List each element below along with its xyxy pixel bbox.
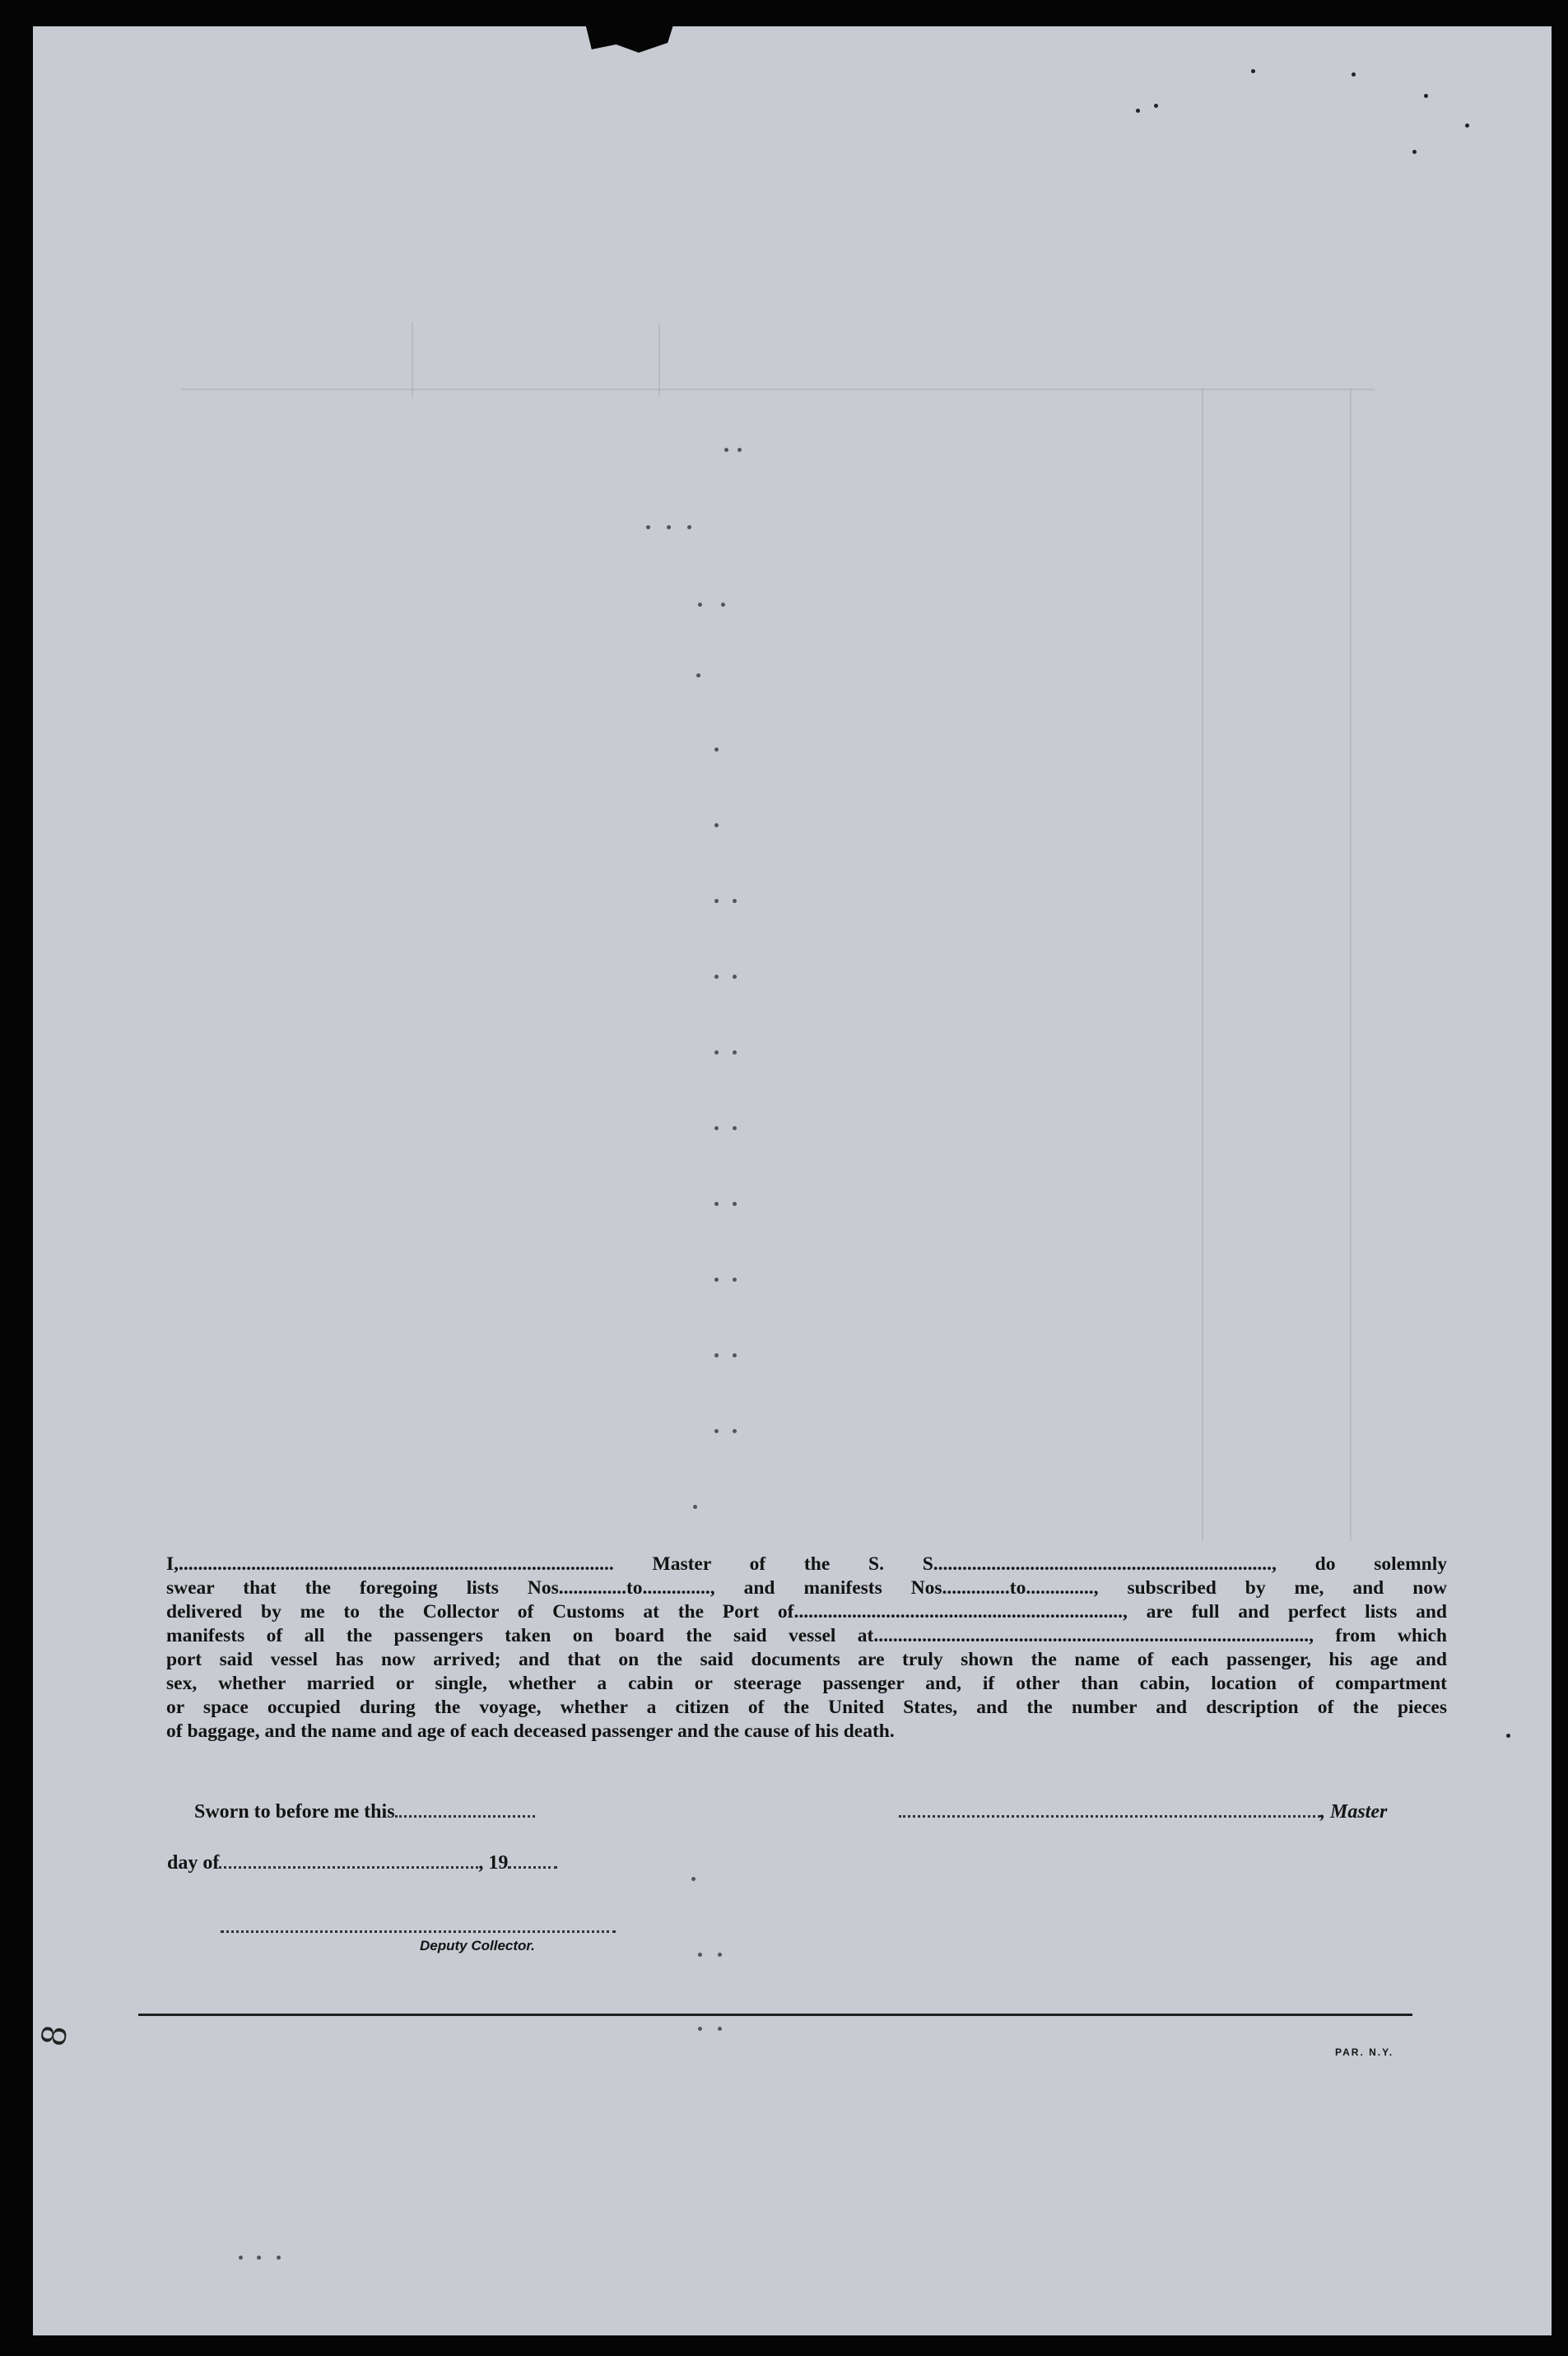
bleed-rule bbox=[181, 389, 1375, 390]
manifest-page bbox=[33, 26, 1552, 2335]
deputy-signature-blank[interactable] bbox=[221, 1930, 616, 1933]
bleed-dot bbox=[667, 525, 671, 529]
speckle bbox=[1412, 150, 1417, 154]
day-of-blank[interactable] bbox=[219, 1861, 478, 1869]
oath-line: or space occupied during the voyage, whether a citizen of the United States, and the number and description of the pieces bbox=[166, 1697, 1447, 1718]
bleed-dot bbox=[687, 525, 691, 529]
bleed-dot bbox=[714, 1050, 719, 1055]
speckle bbox=[1424, 94, 1428, 98]
bleed-dot bbox=[696, 673, 700, 677]
bleed-dot bbox=[646, 525, 650, 529]
bleed-dot bbox=[733, 1126, 737, 1130]
bleed-dot bbox=[718, 2027, 722, 2031]
bleed-rule bbox=[658, 323, 660, 397]
bleed-dot bbox=[698, 1953, 702, 1957]
oath-line: swear that the foregoing lists Nos..............to.............., and manifests Nos..............to.............., subscribed by me, and now bbox=[166, 1577, 1447, 1599]
master-label: , Master bbox=[1320, 1801, 1388, 1823]
bleed-dot bbox=[714, 899, 719, 903]
day-of-row bbox=[167, 1852, 557, 1874]
speckle bbox=[1154, 104, 1158, 108]
sworn-label: Sworn to before me this bbox=[194, 1801, 395, 1823]
bleed-dot bbox=[733, 1278, 737, 1282]
speckle bbox=[1465, 123, 1469, 128]
torn-edge bbox=[584, 26, 675, 53]
master-signature-blank[interactable] bbox=[899, 1810, 1320, 1818]
bleed-dot bbox=[714, 975, 719, 979]
sworn-date-blank[interactable] bbox=[395, 1810, 535, 1818]
bleed-dot bbox=[733, 899, 737, 903]
bleed-dot bbox=[257, 2256, 261, 2260]
oath-line: manifests of all the passengers taken on board the said vessel at.........................................................................................., from which bbox=[166, 1625, 1447, 1646]
bleed-dot bbox=[721, 603, 725, 607]
bleed-dot bbox=[714, 1126, 719, 1130]
bleed-rule bbox=[412, 323, 413, 397]
bleed-dot bbox=[714, 1202, 719, 1206]
bleed-dot bbox=[698, 2027, 702, 2031]
bleed-dot bbox=[693, 1505, 697, 1509]
oath-line: delivered by me to the Collector of Customs at the Port of...................................................................., are full and perfect lists and bbox=[166, 1601, 1447, 1623]
bleed-dot bbox=[714, 1429, 719, 1433]
speckle bbox=[1506, 1734, 1510, 1738]
deputy-collector-label: Deputy Collector. bbox=[420, 1938, 535, 1953]
bleed-dot bbox=[733, 1353, 737, 1357]
year-label: , 19 bbox=[478, 1852, 509, 1874]
bleed-rule bbox=[1350, 389, 1352, 1541]
bleed-dot bbox=[714, 747, 719, 752]
bottom-rule bbox=[138, 2014, 1412, 2016]
bleed-dot bbox=[737, 448, 742, 452]
bleed-dot bbox=[714, 1278, 719, 1282]
oath-line: I,.......................................................................................... Master of the S. S......................................................................, do solemnly bbox=[166, 1553, 1447, 1575]
bleed-dot bbox=[733, 975, 737, 979]
bleed-dot bbox=[714, 1353, 719, 1357]
bleed-dot bbox=[691, 1877, 696, 1881]
speckle bbox=[1136, 109, 1140, 113]
year-blank[interactable] bbox=[508, 1861, 557, 1869]
handwritten-margin-mark: 8 bbox=[34, 2022, 76, 2050]
oath-line: port said vessel has now arrived; and that on the said documents are truly shown the name of each passenger, his age and bbox=[166, 1649, 1447, 1670]
bleed-dot bbox=[239, 2256, 243, 2260]
bleed-dot bbox=[698, 603, 702, 607]
bleed-dot bbox=[733, 1202, 737, 1206]
speckle bbox=[1251, 69, 1255, 73]
oath-line: of baggage, and the name and age of each deceased passenger and the cause of his death. bbox=[166, 1720, 895, 1742]
bleed-dot bbox=[733, 1429, 737, 1433]
printer-mark: PAR. N.Y. bbox=[1335, 2046, 1394, 2058]
bleed-dot bbox=[733, 1050, 737, 1055]
oath-line: sex, whether married or single, whether a cabin or steerage passenger and, if other than cabin, location of compartment bbox=[166, 1673, 1447, 1694]
day-of-label: day of bbox=[167, 1852, 220, 1874]
master-signature-row bbox=[899, 1801, 1387, 1823]
bleed-rule bbox=[1202, 389, 1203, 1541]
bleed-dot bbox=[718, 1953, 722, 1957]
speckle bbox=[1352, 72, 1356, 77]
bleed-dot bbox=[277, 2256, 281, 2260]
sworn-row bbox=[194, 1801, 535, 1823]
bleed-dot bbox=[714, 823, 719, 827]
master-oath-paragraph bbox=[166, 1553, 1447, 1744]
bleed-dot bbox=[724, 448, 728, 452]
